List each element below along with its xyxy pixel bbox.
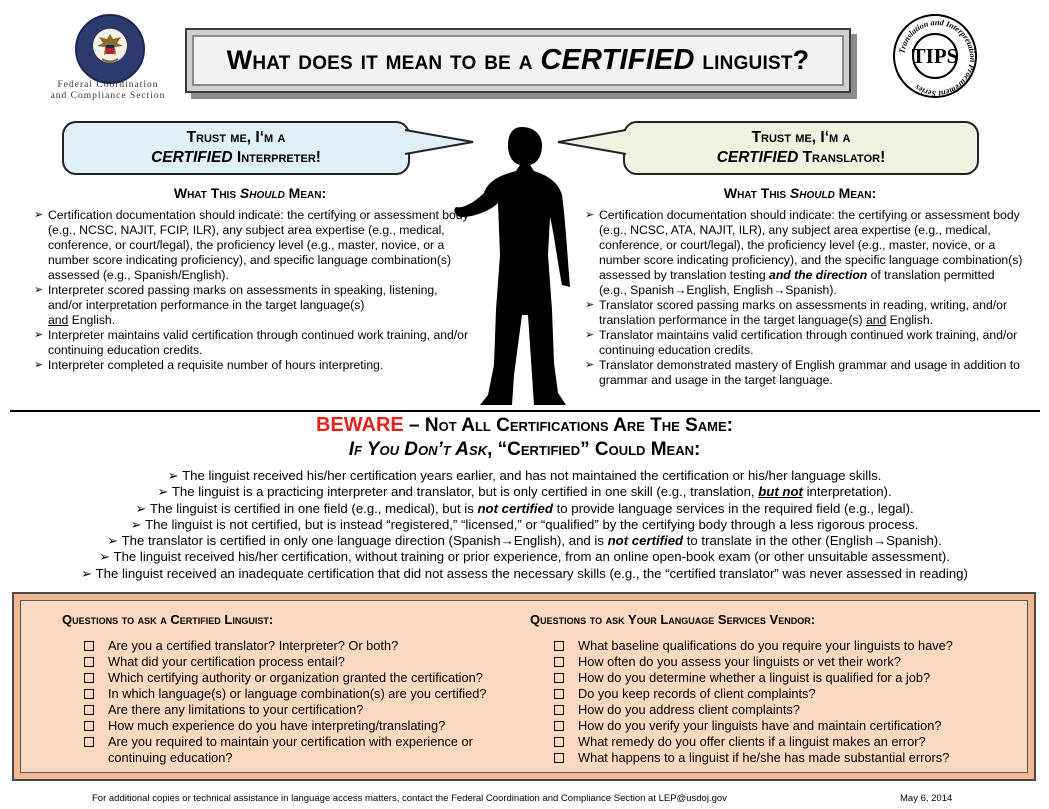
question-item: Are there any limitations to your certification? [82,702,522,718]
translator-item1-emph: and the direction [769,268,868,282]
question-item: Do you keep records of client complaints? [552,686,1002,702]
beware-item-text: The linguist is certified in one field (e.g., medical), but is [149,500,478,516]
beware-item-text: The linguist received an inadequate certification that did not assess the necessary skills (e.g., the “certified translator” was never assessed in reading) [95,565,968,581]
interpreter-bubble-line1: Trust me, I‘m a [186,129,286,146]
translator-bubble-emph: CERTIFIED [716,149,799,166]
tips-logo [893,14,977,98]
beware-line2-emph: If You Don’t Ask [348,439,488,460]
eagle-icon [94,31,126,65]
question-item: How do you address client complaints? [552,702,1002,718]
beware-item-text: The linguist received his/her certification, without training or prior experience, from an online open-book exam (or other unsuitable assessment). [113,549,950,565]
interpreter-heading-emph: Should [239,185,285,201]
interpreter-bubble-rest: Interpreter! [232,149,321,166]
question-item: What happens to a linguist if he/she has made substantial errors? [552,750,1002,766]
list-item: ➢ Translator demonstrated mastery of English grammar and usage in addition to grammar and usage in the target language. [585,358,1025,388]
interpreter-should-mean-heading [150,185,350,201]
beware-item: ➢ The linguist is certified in one field (e.g., medical), but is not certified to provide language services in the required field (e.g., legal). [135,500,914,516]
seal-caption [48,80,168,102]
section-divider [10,410,1040,412]
tips-ring-text: Translation and Interpretation Procurement Series [897,17,978,99]
footer-date: May 6, 2014 [900,793,953,804]
translator-bubble-rest: Translator! [798,149,886,166]
questions-vendor-heading: Questions to ask Your Language Services Vendor: [530,612,816,627]
interpreter-item2-text: Interpreter scored passing marks on assessments in speaking, listening, and/or interpretation performance in the target language(s) [48,283,438,312]
beware-item-emph: not certified [477,500,553,516]
translator-item1-example: (e.g., Spanish→English, English→Spanish). [599,283,837,297]
title-text [227,44,810,77]
interpreter-bubble-emph: CERTIFIED [151,149,233,166]
interpreter-criteria-list [34,208,474,373]
question-item: How often do you assess your linguists or vet their work? [552,654,1002,670]
list-item: ➢ Translator maintains valid certification through continued work training, and/or continuing education credits. [585,328,1025,358]
question-item: Are you a certified translator? Interpreter? Or both? [82,638,522,654]
list-item: ➢ Interpreter maintains valid certification through continued work training, and/or continuing education credits. [34,328,474,358]
title-part2: linguist? [694,45,810,75]
beware-item-post: interpretation). [802,484,892,500]
beware-list [0,468,1049,582]
questions-linguist-list [82,638,522,766]
question-item: How do you verify your linguists have and maintain certification? [552,718,1002,734]
question-item: Are you required to maintain your certification with experience or continuing education? [82,734,522,766]
question-item: How do you determine whether a linguist is qualified for a job? [552,670,1002,686]
interpreter-bubble [62,121,410,175]
beware-item-text: The translator is certified in only one language direction (Spanish→English), and is [121,533,608,549]
translator-item1-tail: of translation permitted [867,268,995,282]
interpreter-heading-part2: Mean: [284,185,327,201]
interpreter-item2-and: and [48,313,69,327]
question-item: What remedy do you offer clients if a linguist makes an error? [552,734,1002,750]
translator-heading-emph: Should [789,185,835,201]
beware-item-post: to provide language services in the required field (e.g., legal). [552,500,914,516]
title-part1: What does it mean to be a [226,45,541,75]
list-item: ➢ Interpreter completed a requisite number of hours interpreting. [34,358,474,373]
translator-criteria-list [585,208,1025,388]
beware-item: ➢ The linguist is a practicing interpreter and translator, but is only certified in one skill (e.g., translation, but not interpretation). [157,484,892,500]
beware-word: BEWARE [315,414,404,436]
question-item: In which language(s) or language combination(s) are you certified? [82,686,522,702]
beware-line2 [0,438,1049,462]
beware-item: ➢ The translator is certified in only one language direction (Spanish→English), and is not certified to translate in the other (English→Spanish). [107,533,942,549]
question-item: Which certifying authority or organization granted the certification? [82,670,522,686]
list-item [34,283,474,328]
tips-core-text: TIPS [912,33,958,79]
translator-heading-part2: Mean: [834,185,877,201]
translator-bubble-line1: Trust me, I‘m a [751,129,851,146]
beware-item-text: The linguist is a practicing interpreter and translator, but is only certified in one skill (e.g., translation, [171,484,759,500]
doj-seal-logo [75,14,145,84]
translator-item2-tail: English. [886,313,934,327]
list-item [585,298,1025,328]
translator-bubble [623,121,979,175]
beware-item-post: to translate in the other (English→Spanish). [683,533,942,549]
beware-line1 [0,413,1049,438]
interpreter-item2-tail: English. [68,313,116,327]
seal-caption-line2: and Compliance Section [50,91,166,101]
beware-item-emph: but not [758,484,803,500]
beware-line2-rest: , “Certified” Could Mean: [487,439,701,460]
beware-item-emph: not certified [607,533,684,549]
question-item: What did your certification process entail? [82,654,522,670]
question-item: What baseline qualifications do you require your linguists to have? [552,638,1002,654]
beware-item-text: The linguist is not certified, but is instead “registered,” “licensed,” or “qualified” by the certifying body through a less rigorous process. [145,516,919,532]
beware-item: ➢ The linguist received an inadequate certification that did not assess the necessary skills (e.g., the “certified translator” was never assessed in reading) [81,565,968,581]
translator-item2-and: and [865,313,887,327]
translator-item2-main: Translator scored passing marks on assessments in reading, writing, and/or translation performance in the target language(s) [599,298,1008,327]
question-item: How much experience do you have interpreting/translating? [82,718,522,734]
translator-item1-main: Certification documentation should indicate: the certifying or assessment body (e.g., NCSC, ATA, NAJIT, ILR), any subject area expertise (e.g., medical, conference, or court/legal), the proficiency level (e.g., master, novice, or a number score indicating proficiency), and the specific language combination(s) assessed by translation testing [599,208,1023,282]
title-emphasis: CERTIFIED [540,44,695,76]
questions-vendor-list [552,638,1002,766]
beware-line1-rest: – Not All Certifications Are The Same: [403,415,734,436]
beware-item: ➢ The linguist is not certified, but is instead “registered,” “licensed,” or “qualified” by the certifying body through a less rigorous process. [130,516,919,532]
list-item [585,208,1025,298]
list-item: ➢ Certification documentation should indicate: the certifying or assessment body (e.g., NCSC, NAJIT, FCIP, ILR), any subject area expertise (e.g., medical, conference, or court/legal), the proficiency level (e.g., master, novice, or a number score indicating proficiency), and specific language combination(s) assessed (e.g., Spanish/English). [34,208,474,283]
page-title [185,28,851,93]
interpreter-heading-part1: What This [173,185,240,201]
questions-linguist-heading: Questions to ask a Certified Linguist: [62,612,274,627]
footer-text: For additional copies or technical assistance in language access matters, contact the Federal Coordination and Compliance Section at LEP@usdoj.gov [92,793,727,804]
beware-item: ➢ The linguist received his/her certification, without training or prior experience, from an online open-book exam (or other unsuitable assessment). [99,549,950,565]
beware-heading [0,413,1049,462]
translator-should-mean-heading [700,185,900,201]
translator-heading-part1: What This [723,185,790,201]
beware-item-text: The linguist received his/her certification years earlier, and has not maintained the certification or his/her language skills. [182,468,882,483]
seal-caption-line1: Federal Coordination [57,80,159,90]
beware-item: ➢ The linguist received his/her certification years earlier, and has not maintained the certification or his/her language skills. [167,468,882,483]
